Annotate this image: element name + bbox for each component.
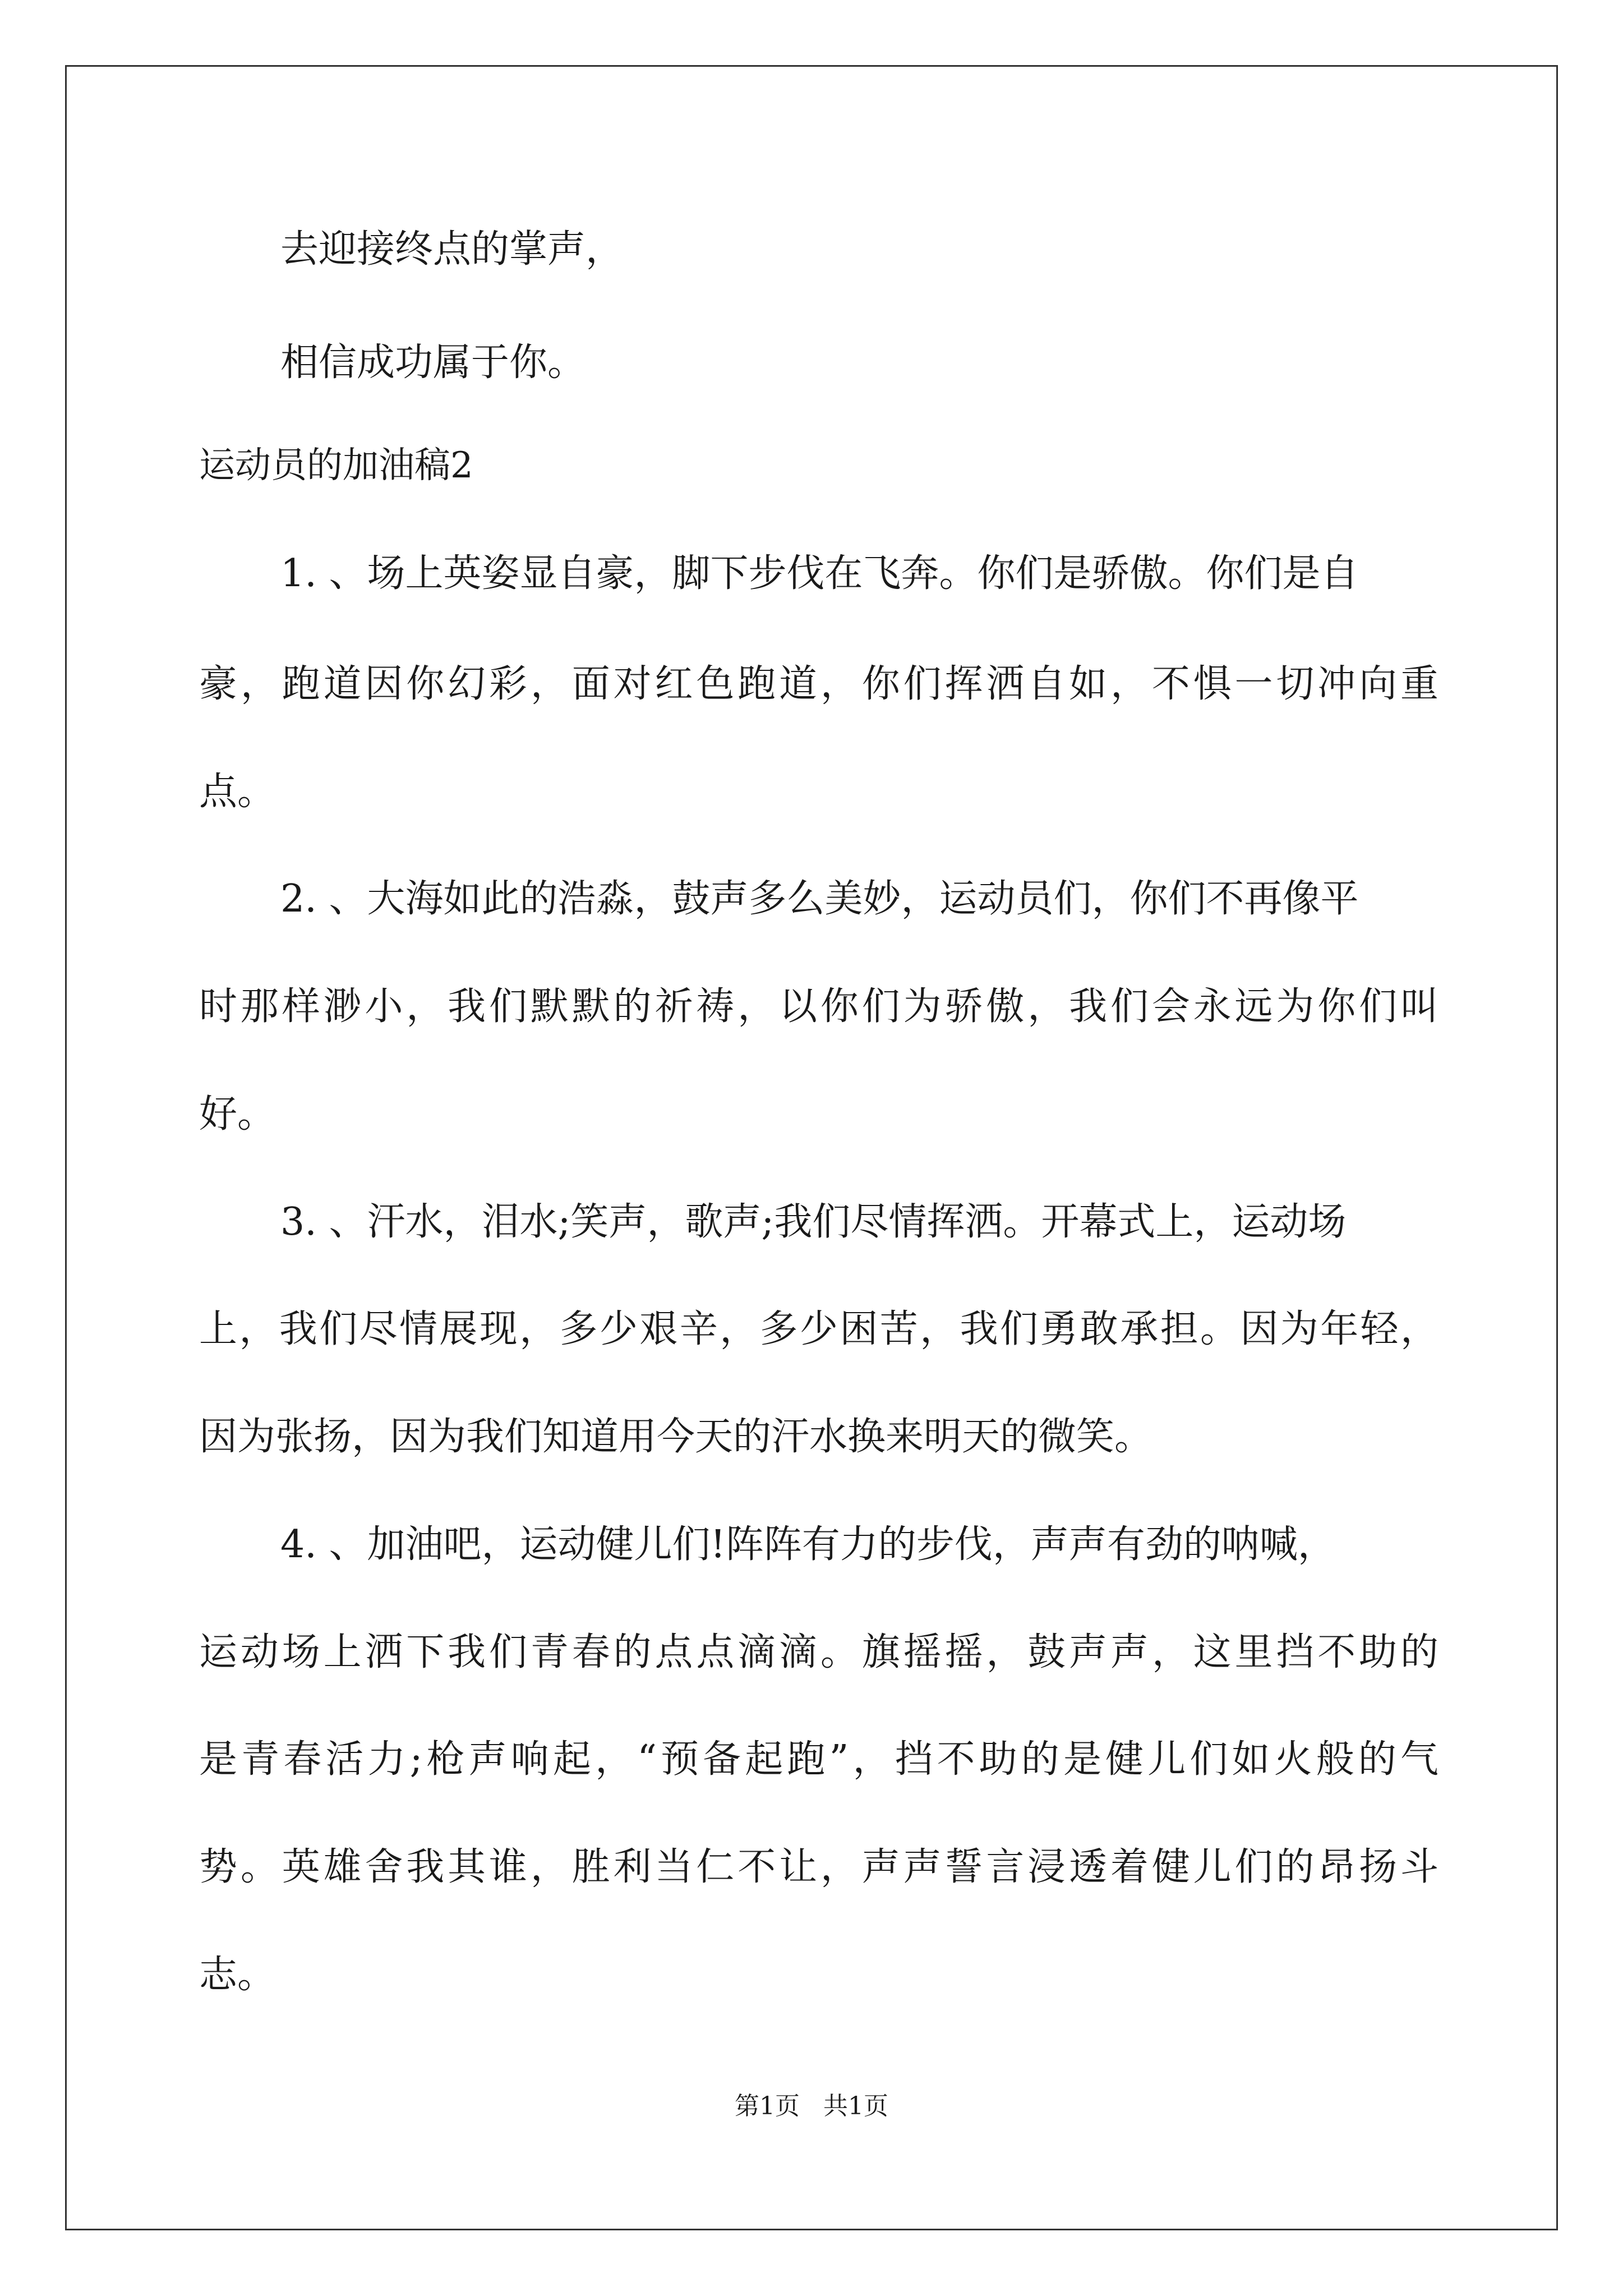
text-line: 去迎接终点的掌声，: [280, 227, 624, 272]
text-line: 1. 、场上英姿显自豪，脚下步伐在飞奔。你们是骄傲。你们是自: [280, 551, 1359, 596]
text-line: 上，我们尽情展现，多少艰辛，多少困苦，我们勇敢承担。因为年轻，: [199, 1307, 1438, 1351]
text-line: 势。英雄舍我其谁，胜利当仁不让，声声誓言浸透着健儿们的昂扬斗: [199, 1845, 1438, 1889]
text-line: 因为张扬，因为我们知道用今天的汗水换来明天的微笑。: [199, 1415, 1153, 1459]
section-heading: 运动员的加油稿2: [199, 445, 473, 486]
text-line: 4. 、加油吧，运动健儿们!阵阵有力的步伐，声声有劲的呐喊，: [280, 1522, 1336, 1567]
text-line: 豪，跑道因你幻彩，面对红色跑道，你们挥洒自如，不惧一切冲向重: [199, 662, 1438, 706]
text-line: 2. 、大海如此的浩淼，鼓声多么美妙，运动员们，你们不再像平: [280, 877, 1359, 921]
text-line: 志。: [199, 1953, 276, 1997]
text-line: 是青春活力;枪声响起，“预备起跑”，挡不助的是健儿们如火般的气: [199, 1737, 1438, 1782]
page-frame: [65, 65, 1558, 2230]
text-line: 时那样渺小，我们默默的祈祷，以你们为骄傲，我们会永远为你们叫: [199, 984, 1438, 1029]
text-line: 好。: [199, 1092, 276, 1137]
text-line: 运动场上洒下我们青春的点点滴滴。旗摇摇，鼓声声，这里挡不助的: [199, 1630, 1438, 1674]
text-line: 相信成功属于你。: [280, 341, 586, 385]
text-line: 3. 、汗水，泪水;笑声，歌声;我们尽情挥洒。开幕式上，运动场: [280, 1200, 1347, 1244]
page-total: 共1页: [823, 2092, 888, 2120]
page-number: 第1页: [735, 2092, 800, 2120]
page-footer: [0, 2091, 1623, 2122]
text-line: 点。: [199, 770, 276, 814]
